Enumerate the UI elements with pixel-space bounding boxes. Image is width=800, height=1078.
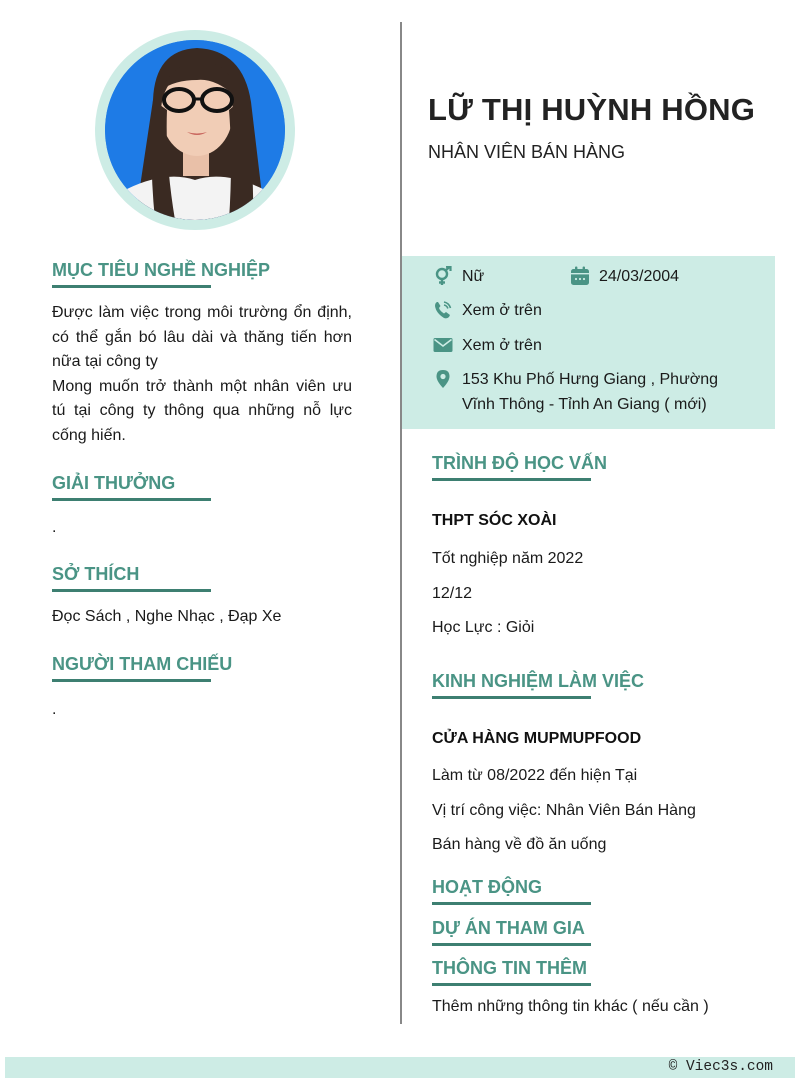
footer-bar (5, 1057, 795, 1078)
profile-photo (105, 40, 285, 220)
education-section (432, 452, 607, 481)
projects-section (432, 917, 591, 946)
section-title-activities: HOẠT ĐỘNG (432, 877, 542, 897)
avatar (105, 40, 285, 220)
gender-icon (432, 265, 454, 287)
experience-section (432, 670, 644, 699)
experience-line: Làm từ 08/2022 đến hiện Tại (432, 767, 638, 784)
education-line: 12/12 (432, 585, 473, 602)
section-underline (432, 983, 591, 986)
phone-row (432, 299, 542, 324)
gender-row (432, 265, 484, 290)
references-section (52, 653, 232, 682)
gender-value: Nữ (462, 268, 485, 285)
location-pin-icon (432, 368, 454, 390)
objective-paragraph-2: Mong muốn trở thành một nhân viên ưu tú tại công ty thông qua những nỗ lực cống hiến. (52, 377, 352, 444)
hobbies-section (52, 563, 211, 592)
section-title-hobbies: SỞ THÍCH (52, 564, 140, 584)
objective-text (52, 301, 352, 448)
section-title-experience: KINH NGHIỆM LÀM VIỆC (432, 671, 645, 691)
references-text: . (52, 701, 57, 718)
phone-value: Xem ở trên (462, 302, 542, 319)
candidate-name: LỮ THỊ HUỲNH HỒNG (428, 92, 756, 127)
section-underline (52, 498, 211, 501)
objective-section (52, 259, 270, 288)
contact-panel (402, 256, 775, 429)
section-underline (432, 943, 591, 946)
experience-company: CỬA HÀNG MUPMUPFOOD (432, 730, 642, 747)
job-title: NHÂN VIÊN BÁN HÀNG (428, 142, 626, 162)
awards-text: . (52, 519, 57, 536)
education-line: Học Lực : Giỏi (432, 619, 535, 636)
section-title-awards: GIẢI THƯỞNG (52, 473, 176, 493)
section-title-objective: MỤC TIÊU NGHỀ NGHIỆP (52, 260, 271, 280)
extra-info-section (432, 957, 591, 986)
section-underline (52, 285, 211, 288)
birthdate-row (569, 265, 679, 290)
email-value: Xem ở trên (462, 337, 542, 354)
objective-paragraph-1: Được làm việc trong môi trường ổn định, có thể gắn bó lâu dài và thăng tiến hơn nữa tại công ty (52, 304, 352, 370)
address-line-2: Vĩnh Thông - Tỉnh An Giang ( mới) (462, 395, 707, 413)
column-divider (400, 22, 402, 1024)
birthdate-value: 24/03/2004 (599, 268, 680, 285)
phone-icon (432, 299, 454, 321)
address-value (462, 368, 718, 417)
calendar-icon (569, 265, 591, 287)
experience-line: Vị trí công việc: Nhân Viên Bán Hàng (432, 802, 696, 819)
awards-section (52, 472, 211, 501)
section-underline (432, 696, 591, 699)
address-row (432, 368, 718, 417)
extra-info-text: Thêm những thông tin khác ( nếu cần ) (432, 998, 709, 1015)
avatar-frame (95, 30, 295, 230)
experience-line: Bán hàng về đồ ăn uống (432, 836, 607, 853)
hobbies-text: Đọc Sách , Nghe Nhạc , Đạp Xe (52, 608, 282, 625)
footer-copyright: © Viec3s.com (668, 1059, 773, 1075)
section-title-extra-info: THÔNG TIN THÊM (432, 958, 587, 978)
education-school: THPT SÓC XOÀI (432, 512, 557, 529)
section-underline (432, 478, 591, 481)
section-underline (52, 589, 211, 592)
email-row (432, 334, 542, 359)
section-title-references: NGƯỜI THAM CHIẾU (52, 654, 233, 674)
education-line: Tốt nghiệp năm 2022 (432, 550, 584, 567)
section-underline (432, 902, 591, 905)
email-icon (432, 334, 454, 356)
section-title-education: TRÌNH ĐỘ HỌC VẤN (432, 453, 607, 473)
activities-section (432, 876, 591, 905)
section-title-projects: DỰ ÁN THAM GIA (432, 918, 585, 938)
address-line-1: 153 Khu Phố Hưng Giang , Phường (462, 371, 719, 388)
section-underline (52, 679, 211, 682)
